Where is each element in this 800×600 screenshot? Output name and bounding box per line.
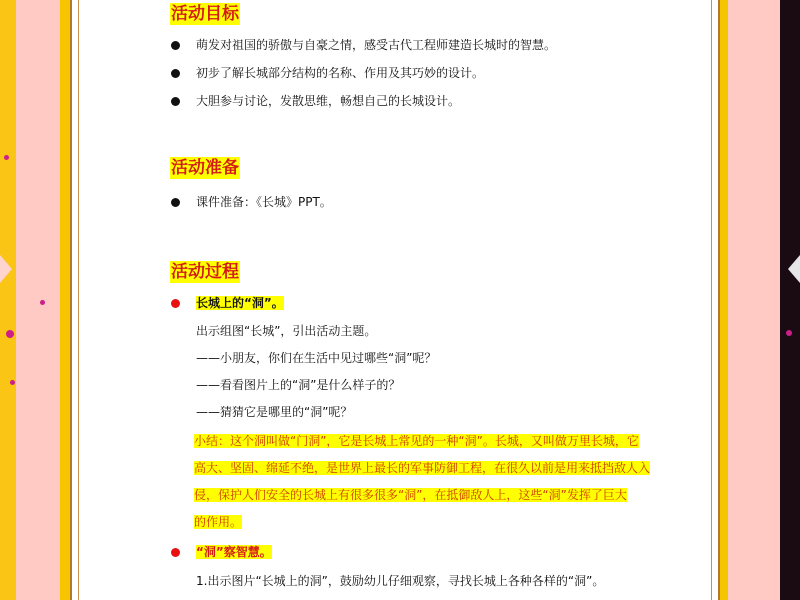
section-heading-prep: 活动准备: [171, 158, 239, 178]
bullet-icon: [171, 97, 180, 106]
summary-text: 高大、坚固、绵延不绝，是世界上最长的军事防御工程，在很久以前是用来抵挡敌人入: [194, 461, 651, 475]
background-stripe-left: [16, 0, 60, 600]
decor-dot: [6, 330, 14, 338]
summary-text: 小结：这个洞叫做“门洞”，它是长城上常见的一种“洞”。长城，又叫做万里长城，它: [194, 434, 639, 448]
summary-block: [194, 428, 664, 536]
goal-item: 大胆参与讨论，发散思维，畅想自己的长城设计。: [196, 94, 461, 108]
document-page: [60, 0, 728, 600]
bullet-icon: [171, 69, 180, 78]
bullet-icon: [171, 548, 180, 557]
process-line: 出示组图“长城”，引出活动主题。: [196, 324, 377, 338]
goal-item: 萌发对祖国的骄傲与自豪之情，感受古代工程师建造长城时的智慧。: [196, 38, 557, 52]
decor-dot: [40, 300, 45, 305]
prev-slide-arrow-icon[interactable]: [0, 255, 12, 283]
bullet-icon: [171, 198, 180, 207]
summary-text: 侵，保护人们安全的长城上有很多很多“洞”，在抵御敌人上，这些“洞”发挥了巨大: [194, 488, 627, 502]
process-line: ——小朋友，你们在生活中见过哪些“洞”呢？: [196, 351, 437, 365]
process-line: 1.出示图片“长城上的洞”，鼓励幼儿仔细观察，寻找长城上各种各样的“洞”。: [196, 574, 605, 588]
decor-dot: [786, 330, 792, 336]
bullet-icon: [171, 299, 180, 308]
summary-line: [194, 428, 664, 455]
next-slide-arrow-icon[interactable]: [788, 255, 800, 283]
decor-dot: [10, 380, 15, 385]
process-line: ——猜猜它是哪里的“洞”呢？: [196, 405, 353, 419]
process-part1-title-text: 长城上的“洞”。: [196, 296, 284, 310]
section-heading-process: 活动过程: [171, 262, 239, 282]
goal-item: 初步了解长城部分结构的名称、作用及其巧妙的设计。: [196, 66, 485, 80]
summary-text: 的作用。: [194, 515, 243, 529]
process-line: ——看看图片上的“洞”是什么样子的？: [196, 378, 401, 392]
bullet-icon: [171, 41, 180, 50]
section-heading-goals: 活动目标: [171, 4, 239, 24]
document-sheet: [70, 0, 720, 600]
process-part1-title: [196, 294, 284, 312]
process-part2-title: [196, 543, 272, 561]
summary-line: [194, 482, 664, 509]
summary-line: [194, 509, 664, 536]
prep-item: 课件准备：《长城》PPT。: [196, 195, 332, 209]
process-part2-title-text: “洞”察智慧。: [196, 545, 272, 559]
decor-dot: [4, 155, 9, 160]
background-stripe-right: [728, 0, 780, 600]
summary-line: [194, 455, 664, 482]
